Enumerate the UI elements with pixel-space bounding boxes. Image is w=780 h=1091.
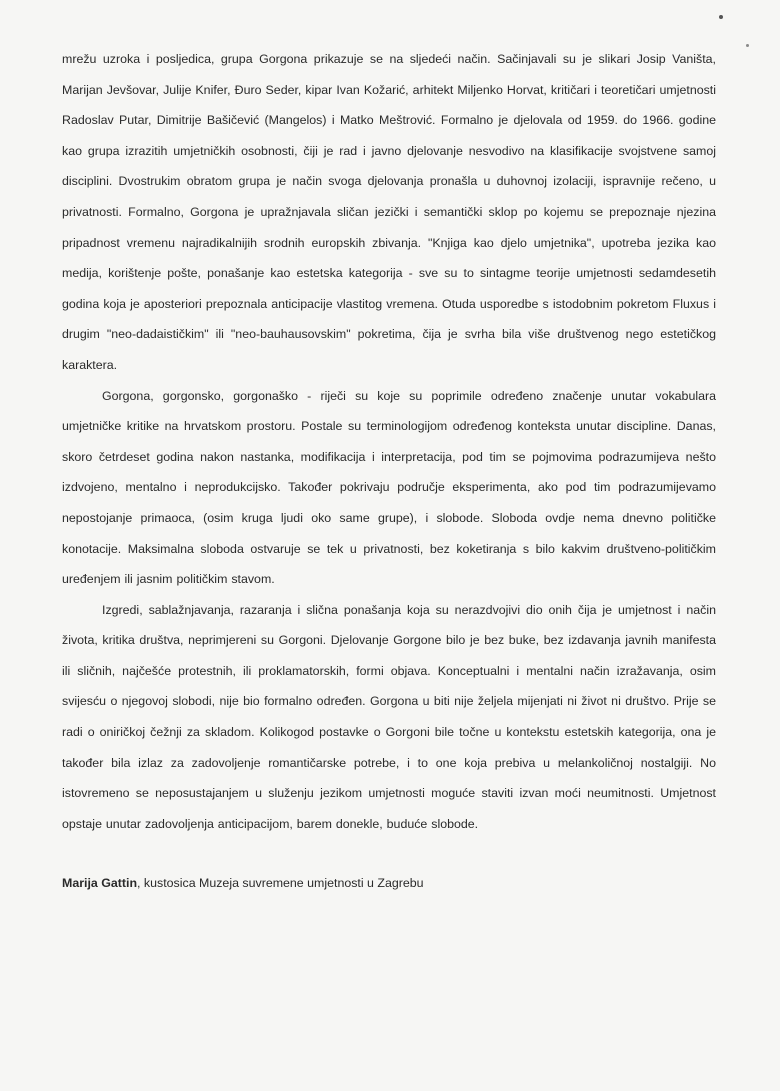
- author-signature: [62, 868, 716, 898]
- scan-speck: [746, 44, 749, 47]
- paragraph-2: Gorgona, gorgonsko, gorgonaško - riječi su koje su poprimile određeno značenje unutar vokabulara umjetničke kritike na hrvatskom prostoru. Postale su terminologijom određenog konteksta unutar discipline. Danas, skoro četrdeset godina nakon nastanka, modifikacija i interpretacija, pod tim se pojmovima podrazumijeva nešto izdvojeno, mentalno i neprodukcijsko. Također pokrivaju područje eksperimenta, ako pod tim podrazumijevamo nepostojanje primaoca, (osim kruga ljudi oko same grupe), i slobode. Sloboda ovdje nema dnevno političke konotacije. Maksimalna sloboda ostvaruje se tek u privatnosti, bez koketiranja s bilo kakvim društveno-političkim uređenjem ili jasnim političkim stavom.: [62, 388, 716, 587]
- author-role: , kustosica Muzeja suvremene umjetnosti u Zagrebu: [137, 876, 424, 891]
- document-page: [62, 44, 716, 898]
- scan-speck: [719, 15, 723, 19]
- paragraph-1: mrežu uzroka i posljedica, grupa Gorgona prikazuje se na sljedeći način. Sačinjavali su je slikari Josip Vaništa, Marijan Jevšovar, Julije Knifer, Đuro Seder, kipar Ivan Kožarić, arhitekt Miljenko Horvat, kritičari i teoretičari umjetnosti Radoslav Putar, Dimitrije Bašičević (Mangelos) i Matko Meštrović. Formalno je djelovala od 1959. do 1966. godine kao grupa izrazitih umjetničkih osobnosti, čiji je rad i javno djelovanje nesvodivo na klasifikacije svojstvene samoj disciplini. Dvostrukim obratom grupa je način svoga djelovanja pronašla u duhovnoj izolaciji, ispravnije rečeno, u privatnosti. Formalno, Gorgona je upražnjavala sličan jezički i semantički sklop po kojemu se prepoznaje njezina pripadnost vremenu najradikalnijih srodnih europskih zbivanja. "Knjiga kao djelo umjetnika", upotreba jezika kao medija, korištenje pošte, ponašanje kao estetska kategorija - sve su to sintagme teorije umjetnosti sedamdesetih godina koja je aposteriori prepoznala anticipacije vlastitog vremena. Otuda usporedbe s istodobnim pokretom Fluxus i drugim "neo-dadaističkim" ili "neo-bauhausovskim" pokretima, čija je svrha bila više društvenog nego estetičkog karaktera.: [62, 52, 716, 372]
- paragraph-3: Izgredi, sablažnjavanja, razaranja i slična ponašanja koja su nerazdvojivi dio onih čija je umjetnost i način života, kritika društva, neprimjereni su Gorgoni. Djelovanje Gorgone bilo je bez buke, bez izdavanja javnih manifesta ili sličnih, najčešće protestnih, ili proklamatorskih, formi objava. Konceptualni i mentalni način izražavanja, osim svijesću o njegovoj slobodi, nije bio formalno određen. Gorgona u biti nije željela mijenjati ni život ni društvo. Prije se radi o oniričkoj čežnji za skladom. Kolikogod postavke o Gorgoni bile točne u kontekstu estetskih kategorija, ona je također bila izlaz za zadovoljenje romantičarske potrebe, i to one koja prebiva u melankoličnoj nostalgiji. No istovremeno se neposustajanjem u služenju jezikom umjetnosti moguće staviti izvan moći neumitnosti. Umjetnost opstaje unutar zadovoljenja anticipacijom, barem donekle, buduće slobode.: [62, 602, 716, 831]
- author-name: Marija Gattin: [62, 876, 138, 891]
